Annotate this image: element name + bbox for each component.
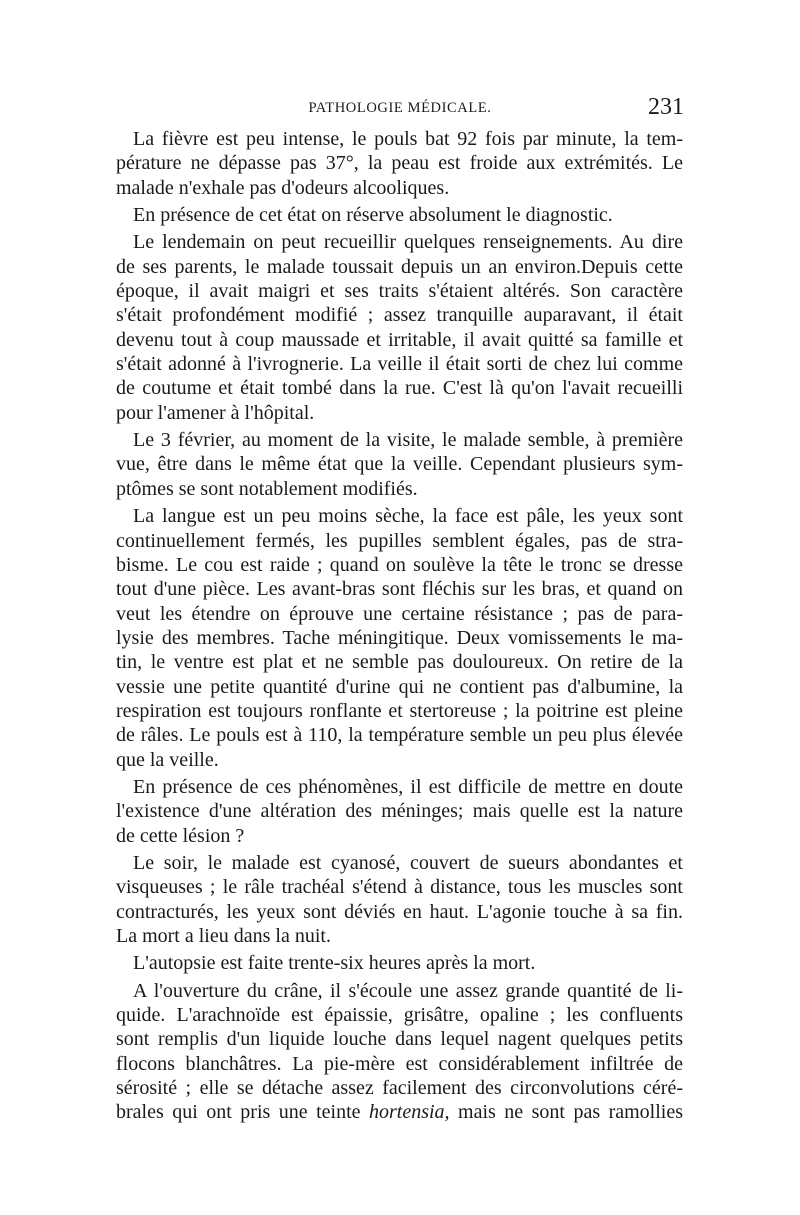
text-line: pérature ne dépasse pas 37°, la peau est froide aux extrémités. Le [116,152,683,175]
text-line: tout d'une pièce. Les avant-bras sont fléchis sur les bras, et quand on [116,578,683,601]
text-line: de cette lésion ? [116,824,245,847]
text-line: respiration est toujours ronflante et stertoreuse ; la poitrine est pleine [116,699,683,722]
final-line-end: mais ne sont pas ramollies [449,1101,683,1124]
text-line: La langue est un peu moins sèche, la face est pâle, les yeux sont [133,505,683,528]
text-line: La fièvre est peu intense, le pouls bat 92 fois par minute, la tem- [133,128,683,150]
text-line: contracturés, les yeux sont déviés en haut. L'agonie touche à sa fin. [116,900,683,923]
text-line: malade n'exhale pas d'odeurs alcooliques. [116,176,450,199]
text-line: quide. L'arachnoïde est épaissie, grisâtre, opaline ; les confluents [116,1004,683,1027]
text-line: que la veille. [116,748,219,771]
text-line: époque, il avait maigri et ses traits s'étaient altérés. Son caractère [116,280,683,303]
text-line: s'était profondément modifié ; assez tranquille auparavant, il était [116,304,683,327]
emphasis-term: hortensia, [369,1101,450,1124]
text-line: La mort a lieu dans la nuit. [116,925,331,947]
text-line: vue, être dans le même état que la veille. Cependant plusieurs sym- [116,453,683,476]
text-line: flocons blanchâtres. La pie-mère est considérablement infiltrée de [116,1052,683,1075]
running-head [116,94,684,126]
page-number: 231 [648,94,684,120]
text-line: Le 3 février, au moment de la visite, le malade semble, à première [133,429,683,452]
text-line: pour l'amener à l'hôpital. [116,401,315,424]
final-line [116,1100,683,1124]
text-line: bisme. Le cou est raide ; quand on soulève la tête le tronc se dresse [116,553,683,576]
text-line: de râles. Le pouls est à 110, la température semble un peu plus élevée [116,724,683,747]
text-line: de coutume et était tombé dans la rue. C'est là qu'on l'avait recueilli [116,377,683,400]
text-line: l'existence d'une altération des méninges; mais quelle est la nature [116,800,683,823]
text-line: Le lendemain on peut recueillir quelques renseignements. Au dire [133,231,683,254]
text-line: veut les étendre on éprouve une certaine résistance ; pas de para- [116,602,683,625]
text-line: devenu tout à coup maussade et irritable, il avait quitté sa famille et [116,328,683,351]
text-line: sont remplis d'un liquide louche dans lequel nagent quelques petits [116,1028,683,1051]
text-line: Le soir, le malade est cyanosé, couvert de sueurs abondantes et [133,851,683,874]
text-line: A l'ouverture du crâne, il s'écoule une assez grande quantité de li- [133,979,683,1002]
final-line-start: brales qui ont pris une teinte [116,1101,369,1124]
text-line: continuellement fermés, les pupilles semblent égales, pas de stra- [116,529,683,552]
text-line: s'était adonné à l'ivrognerie. La veille il était sorti de chez lui comme [116,353,683,376]
text-line: L'autopsie est faite trente-six heures après la mort. [133,952,536,975]
text-line: En présence de ces phénomènes, il est difficile de mettre en doute [133,775,683,798]
text-line: de ses parents, le malade toussait depuis un an environ.Depuis cette [116,255,683,278]
running-title: PATHOLOGIE MÉDICALE. [308,100,492,116]
text-line: vessie une petite quantité d'urine qui ne contient pas d'albumine, la [116,675,683,698]
body-text [116,127,683,1125]
text-line: sérosité ; elle se détache assez facilement des circonvolutions céré- [116,1077,683,1100]
text-line: ptômes se sont notablement modifiés. [116,477,418,500]
text-line: lysie des membres. Tache méningitique. Deux vomissements le ma- [116,626,683,649]
text-line: tin, le ventre est plat et ne semble pas douloureux. On retire de la [116,651,683,674]
text-line: visqueuses ; le râle trachéal s'étend à distance, tous les muscles sont [116,876,683,899]
text-line: En présence de cet état on réserve absolument le diagnostic. [133,204,613,227]
